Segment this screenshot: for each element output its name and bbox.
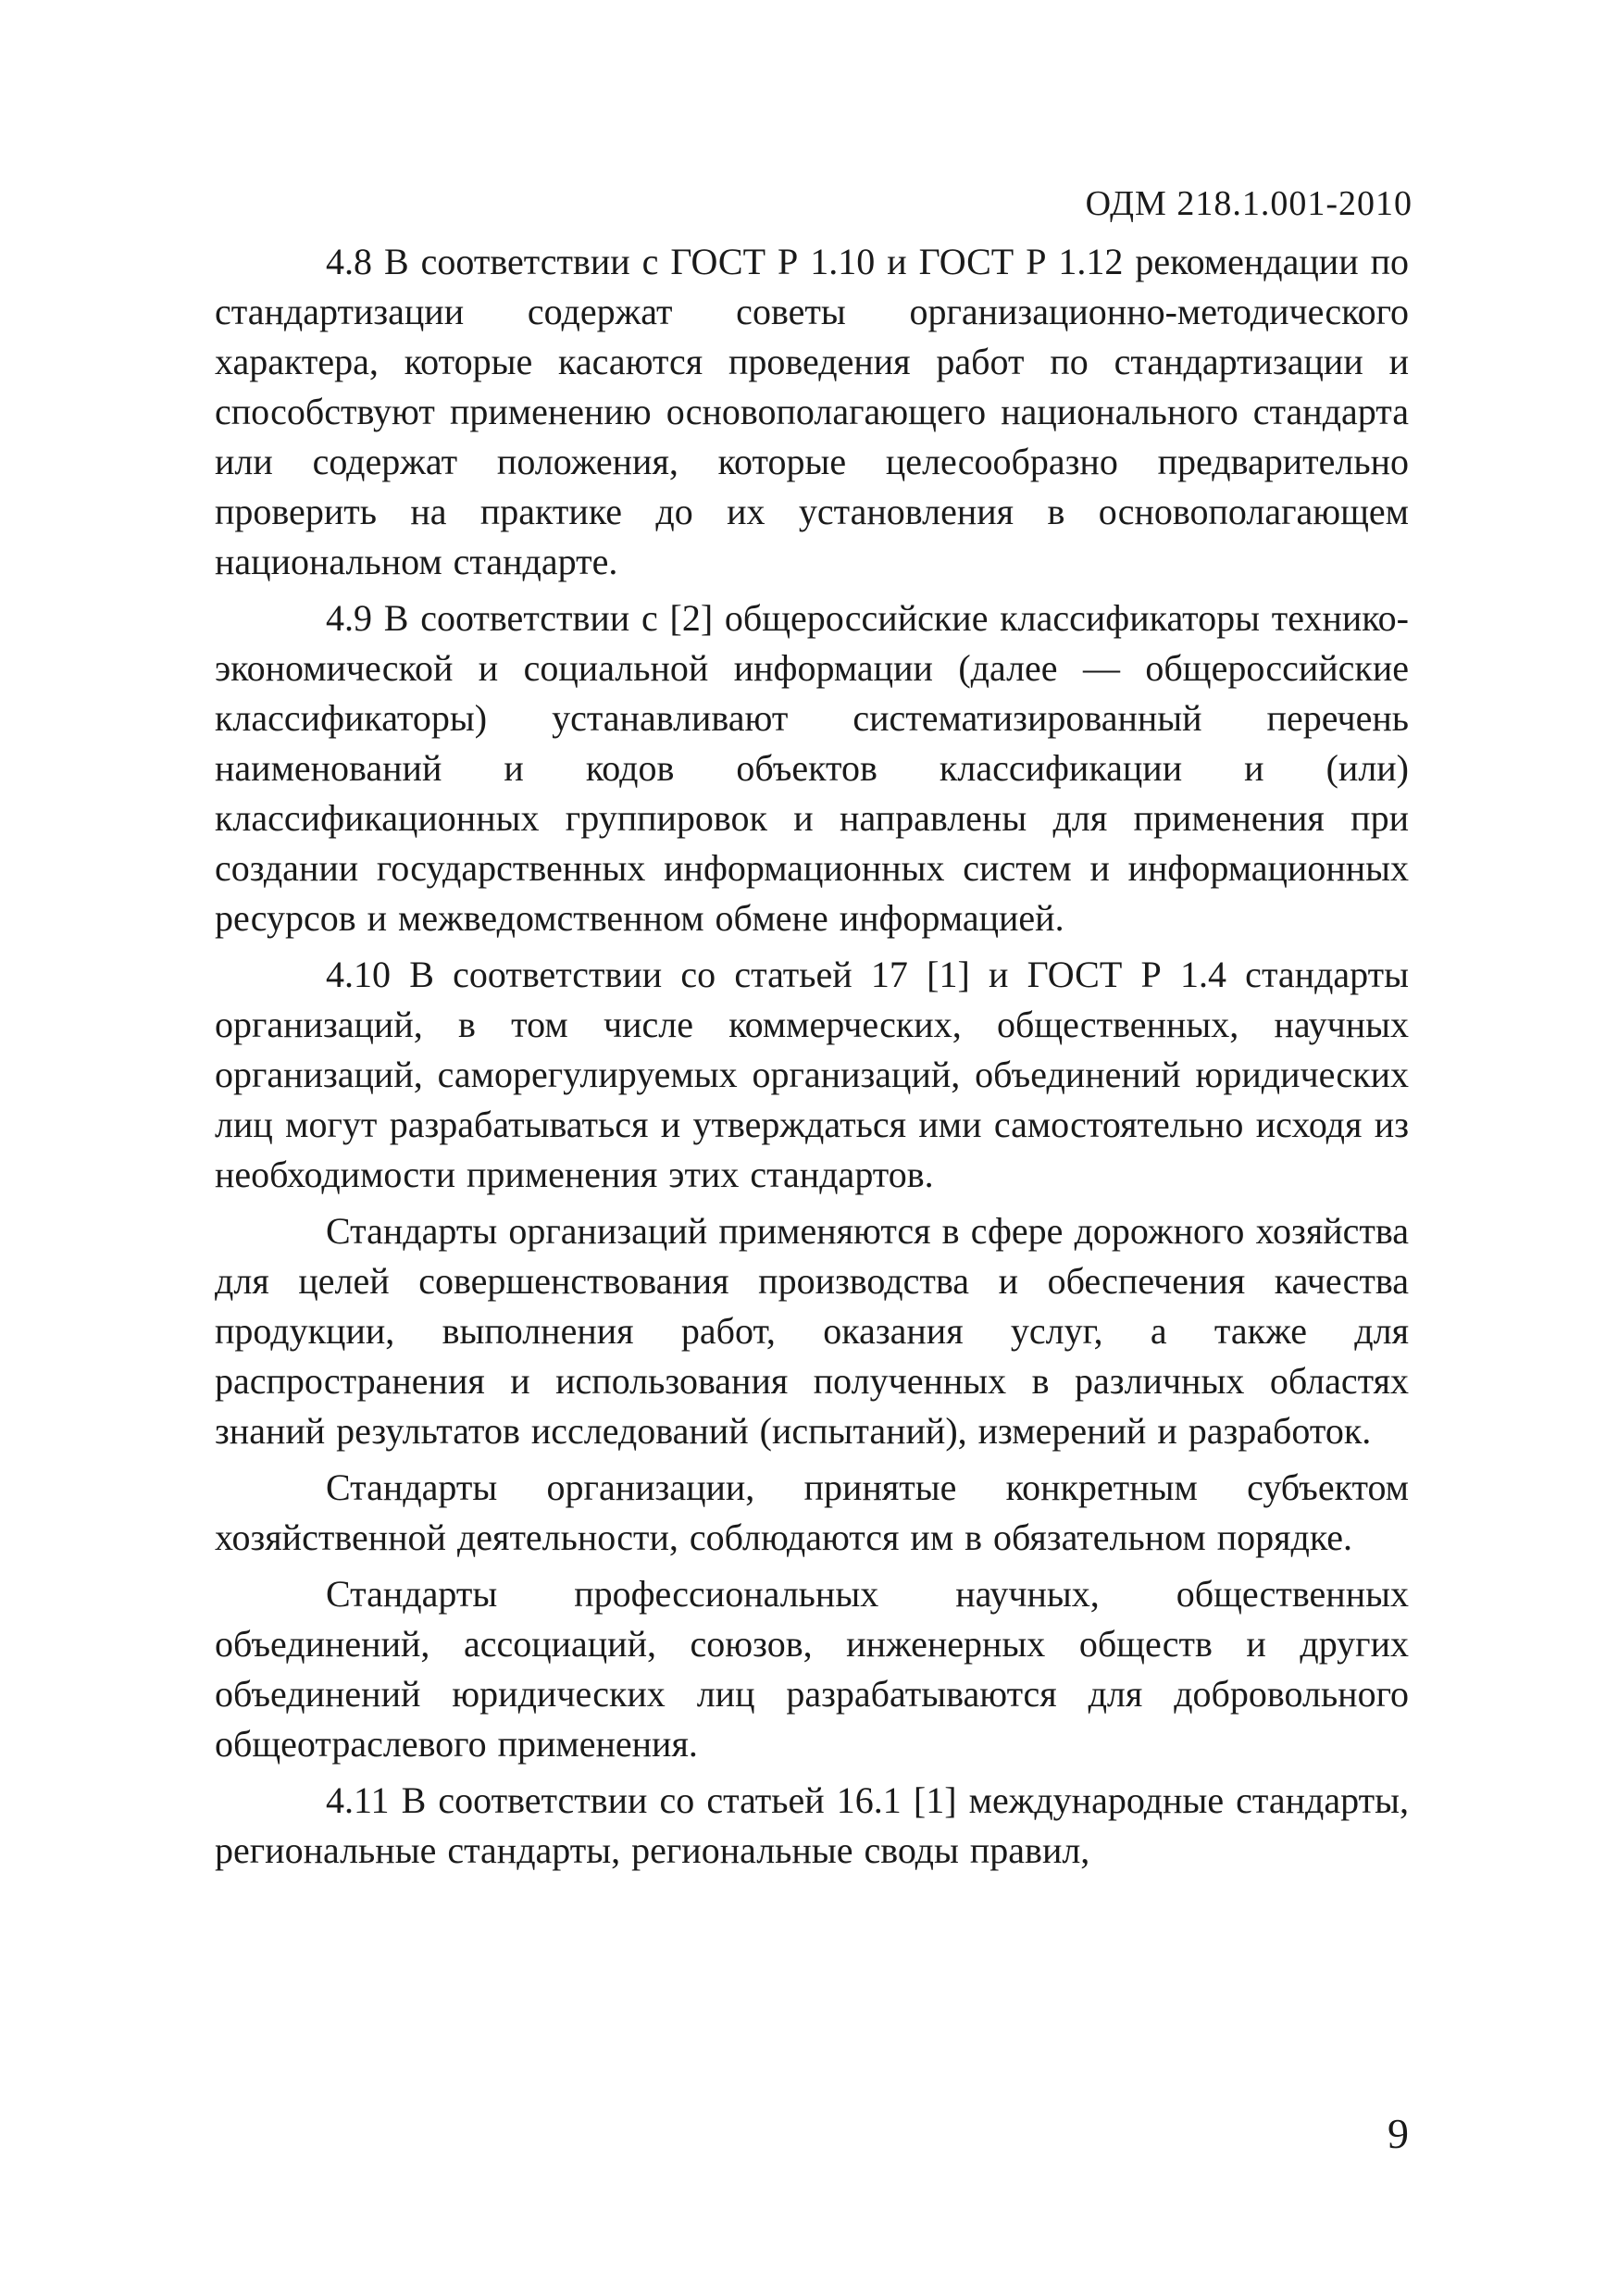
paragraph-professional-standards: Стандарты профессиональных научных, общественных объединений, ассоциаций, союзов, инженерных обществ и других объединений юридических лиц разрабатываются для добровольного общеотраслевого применения. (215, 1573, 1409, 1765)
paragraph-4-8: 4.8 В соответствии с ГОСТ Р 1.10 и ГОСТ Р 1.12 рекомендации по стандартизации содержат советы организационно-методического характера, которые касаются проведения работ по стандартизации и способствуют применению основополагающего национального стандарта или содержат положения, которые целесообразно предварительно проверить на практике до их установления в основополагающем национальном стандарте. (215, 241, 1409, 582)
paragraph-4-9: 4.9 В соответствии с [2] общероссийские классификаторы технико-экономической и социальной информации (далее — общероссийские классификаторы) устанавливают систематизированный перечень наименований и кодов объектов классификации и (или) классификационных группировок и направлены для применения при создании государственных информационных систем и информационных ресурсов и межведомственном обмене информацией. (215, 597, 1409, 939)
paragraph-organization-standards-compliance: Стандарты организации, принятые конкретным субъектом хозяйственной деятельности, соблюдаются им в обязательном порядке. (215, 1466, 1409, 1558)
paragraph-4-10: 4.10 В соответствии со статьей 17 [1] и ГОСТ Р 1.4 стандарты организаций, в том числе коммерческих, общественных, научных организаций, саморегулируемых организаций, объединений юридических лиц могут разрабатываться и утверждаться ими самостоятельно исходя из необходимости применения этих стандартов. (215, 954, 1409, 1195)
page-number: 9 (1388, 2110, 1409, 2157)
paragraph-organization-standards-scope: Стандарты организаций применяются в сфере дорожного хозяйства для целей совершенствования производства и обеспечения качества продукции, выполнения работ, оказания услуг, а также для распространения и использования полученных в различных областях знаний результатов исследований (испытаний), измерений и разработок. (215, 1210, 1409, 1452)
document-designation: ОДМ 218.1.001-2010 (1085, 184, 1413, 223)
document-body (215, 237, 1409, 1882)
paragraph-4-11: 4.11 В соответствии со статьей 16.1 [1] международные стандарты, региональные стандарты, региональные своды правил, (215, 1779, 1409, 1871)
